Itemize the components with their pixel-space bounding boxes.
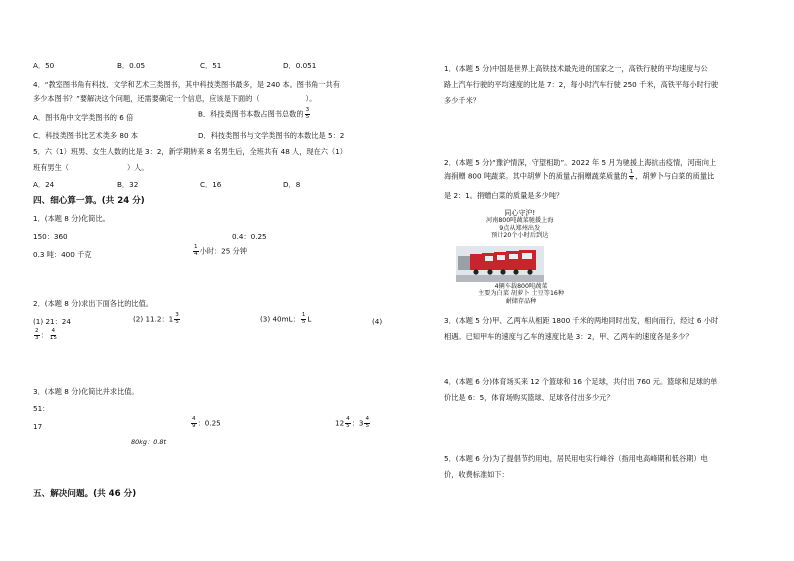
calc2-item-4-label: (4) bbox=[372, 317, 383, 326]
problem4-line2: 价比是 6：5，体育场购买篮球、足球各付出多少元？ bbox=[444, 393, 614, 402]
problem2-line1: 2．(本题 5 分)“豫沪情深，守望相助”。2022 年 5 月为驰援上海抗击疫情，河南向上 bbox=[444, 158, 717, 167]
problem5-line1: 5．(本题 6 分)为了提倡节约用电，居民用电实行峰谷（指用电高峰期和低谷期）电 bbox=[444, 454, 708, 463]
q5-text-line1: 5．六（1）班男、女生人数的比是 3：2，新学期转来 8 名男生后，全班共有 48 人，现在六（1） bbox=[33, 147, 347, 156]
q5-option-d: D．8 bbox=[283, 180, 301, 189]
calc1-heading: 1．(本题 8 分)化简比。 bbox=[33, 214, 110, 223]
fraction: $\frac{4}{9}$ bbox=[192, 416, 196, 429]
q5-option-a: A．24 bbox=[33, 180, 55, 189]
q5-option-b: B．32 bbox=[117, 180, 139, 189]
q4-option-d: D．科技类图书与文学类图书的本数比是 5：2 bbox=[198, 131, 345, 140]
poster-top-text: 同心守沪! 河南800吨蔬菜驰援上海 9点从郑州出发 预计20个小时后到达 bbox=[486, 209, 554, 240]
calc1-item-d: $\frac{1}{4}$ 小时：25 分钟 bbox=[194, 244, 247, 257]
q4-option-c: C．科技类图书比艺术类多 80 本 bbox=[33, 131, 138, 140]
problem1-line2: 路上汽车行驶的平均速度的比是 7：2，每小时汽车行驶 250 千米，高铁平每小时行驶 bbox=[444, 80, 719, 89]
problem1-line1: 1．(本题 5 分)中国是世界上高铁技术最先进的国家之一，高铁行驶的平均速度与公 bbox=[444, 64, 708, 73]
section-5-title: 五、解决问题。(共 46 分) bbox=[33, 489, 137, 499]
q5-text-line2: 班有男生（ ）人。 bbox=[33, 163, 149, 172]
problem3-line2: 相遇。已知甲车的速度与乙车的速度比是 3：2，甲、乙两车的速度各是多少？ bbox=[444, 332, 693, 341]
calc3-item-e: 80kg：0.8t bbox=[131, 438, 166, 446]
fraction: $\frac{3}{5}$ bbox=[305, 107, 310, 120]
section-4-title: 四、细心算一算。(共 24 分) bbox=[33, 196, 145, 206]
q3-option-a: A．50 bbox=[33, 61, 55, 70]
q3-option-b: B．0.05 bbox=[117, 61, 146, 70]
calc2-item-4: $\frac{2}{3}$ ： $\frac{4}{15}$ bbox=[35, 328, 57, 341]
problem4-line1: 4．(本题 6 分)体育场买来 12 个篮球和 16 个足球，共付出 760 元。篮球和足球的单 bbox=[444, 377, 718, 386]
fraction: $\frac{1}{5}$ bbox=[301, 312, 306, 325]
poster-bottom-text: 4辆车载800吨蔬菜 主要为白菜 胡萝卜 土豆等16种 耐储存品种 bbox=[478, 283, 565, 305]
q3-option-d: D．0.051 bbox=[283, 61, 317, 70]
fraction: $\frac{4}{5}$ bbox=[346, 416, 350, 429]
calc3-heading: 3．(本题 8 分)化简比并求比值。 bbox=[33, 387, 139, 396]
fraction: $\frac{1}{4}$ bbox=[194, 244, 198, 257]
problem5-line2: 价，收费标准如下： bbox=[444, 470, 509, 479]
calc1-item-c: 0.3 吨：400 千克 bbox=[33, 250, 92, 259]
q4-text-line1: 4．“教室图书角有科技、文学和艺术三类图书，其中科技类图书最多，是 240 本。图书角一共有 bbox=[33, 80, 340, 89]
trucks-illustration bbox=[456, 246, 544, 282]
fraction: $\frac{2}{3}$ bbox=[35, 328, 39, 341]
calc3-item-d: 12 $\frac{4}{5}$ ：3 $\frac{4}{5}$ bbox=[335, 416, 370, 429]
q5-option-c: C．16 bbox=[200, 180, 222, 189]
calc1-item-a: 150：360 bbox=[33, 232, 68, 241]
calc1-item-b: 0.4：0.25 bbox=[232, 232, 267, 241]
problem3-line1: 3．(本题 5 分)甲、乙两车从相距 1800 千米的两地同时出发，相向而行，经过 6 小时 bbox=[444, 316, 719, 325]
problem2-line3: 是 2：1。捐赠白菜的质量是多少吨？ bbox=[444, 191, 564, 200]
fraction: $\frac{4}{15}$ bbox=[49, 328, 57, 341]
calc2-item-1: (1) 21：24 bbox=[33, 317, 71, 326]
fraction: $\frac{1}{4}$ bbox=[629, 169, 634, 182]
fraction: $\frac{3}{5}$ bbox=[175, 312, 179, 325]
q3-option-c: C．51 bbox=[200, 61, 222, 70]
q4-text-line2: 多少本图书？”要解决这个问题，还需要确定一个信息，应该是下面的（ ）。 bbox=[33, 94, 317, 103]
calc2-heading: 2．(本题 8 分)求出下面各比的比值。 bbox=[33, 299, 153, 308]
calc3-item-b: 17 bbox=[33, 422, 43, 431]
fraction: $\frac{4}{5}$ bbox=[365, 416, 370, 429]
calc3-item-c: $\frac{4}{9}$ ：0.25 bbox=[192, 416, 221, 429]
calc3-item-a: 51： bbox=[33, 404, 50, 413]
problem2-line2: 海捐赠 800 吨蔬菜。其中胡萝卜的质量占捐赠蔬菜质量的 $\frac{1}{4}$ ，胡萝卜与白菜的质量比 bbox=[444, 169, 715, 182]
q4-option-a: A．图书角中文学类图书的 6 倍 bbox=[33, 113, 134, 122]
calc2-item-2: (2) 11.2：1 $\frac{3}{5}$ bbox=[133, 312, 179, 325]
q4-option-b: B．科技类图书本数占图书总数的 $\frac{3}{5}$ bbox=[198, 107, 310, 120]
problem1-line3: 多少千米？ bbox=[444, 96, 480, 105]
calc2-item-3: (3) 40mL： $\frac{1}{5}$ L bbox=[260, 312, 312, 325]
